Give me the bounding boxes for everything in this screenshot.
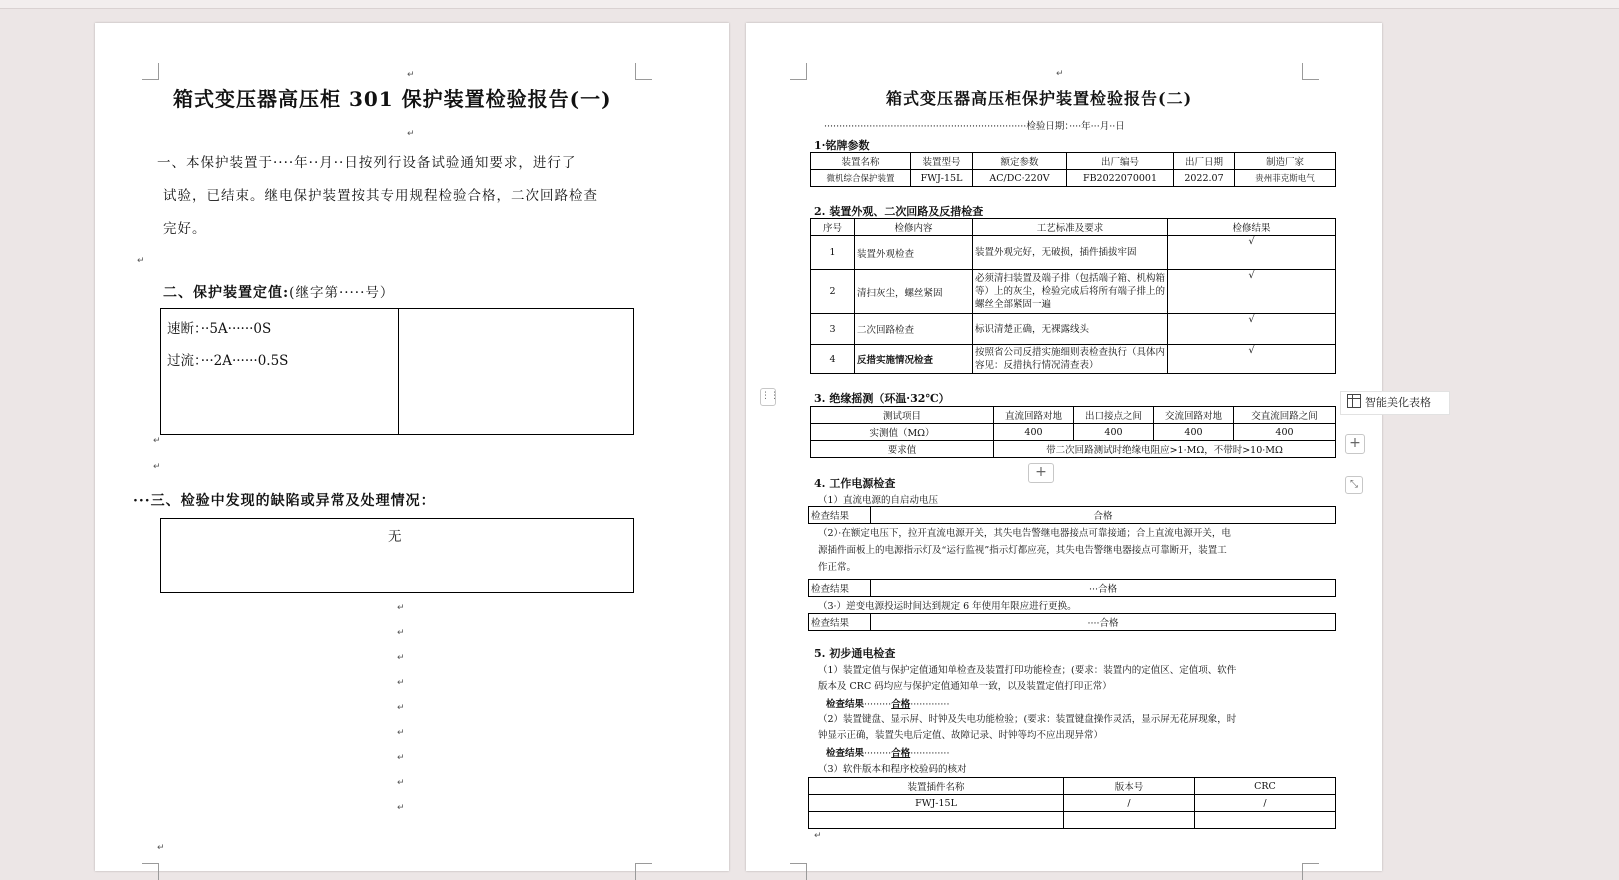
row-number: 2 xyxy=(811,270,855,314)
settings-divider xyxy=(398,309,399,434)
section-5-title: 5. 初步通电检查 xyxy=(814,647,896,660)
paragraph-mark: ↵ xyxy=(397,728,405,738)
software-table xyxy=(808,777,1336,829)
value-cell: 2022.07 xyxy=(1174,170,1235,187)
measured-value: 400 xyxy=(994,424,1074,441)
paragraph-mark: ↵ xyxy=(397,653,405,663)
requirement-text: 带二次回路测试时绝缘电阻应>1·MΩ，不带时>10·MΩ xyxy=(994,441,1336,458)
section-3-title: ···三、检验中发现的缺陷或异常及处理情况： xyxy=(133,493,436,509)
s4-result-3 xyxy=(808,613,1336,631)
row-item: 装置外观检查 xyxy=(855,236,973,270)
s5-item-1-line: （1）装置定值与保护定值通知单检查及装置打印功能检查；(要求：装置内的定值区、定值项、软件 xyxy=(818,665,1237,676)
paragraph-mark: ↵ xyxy=(153,436,161,446)
inspection-date: ···································································检验日期：····年···月··日 xyxy=(824,121,1125,132)
value-cell xyxy=(1195,812,1336,829)
row-standard: 装置外观完好，无破损，插件插拔牢固 xyxy=(973,236,1168,270)
s4-item-3: （3·）逆变电源投运时间达到规定 6 年使用年限应进行更换。 xyxy=(818,601,1077,612)
section-2-title: 2. 装置外观、二次回路及反措检查 xyxy=(814,205,984,218)
table-move-handle[interactable]: ⋮⋮ xyxy=(760,388,776,406)
row-standard: 必须清扫装置及端子排（包括端子箱、机构箱等）上的灰尘，检验完成后将所有端子排上的螺丝全部紧固一遍 xyxy=(973,270,1168,314)
header-cell: 制造厂家 xyxy=(1235,153,1336,170)
table-style-icon xyxy=(1347,394,1361,408)
paragraph-mark: ↵ xyxy=(157,843,165,853)
add-row-button[interactable]: + xyxy=(1028,463,1054,483)
value-cell xyxy=(809,812,1064,829)
crop-mark xyxy=(790,63,807,80)
header-cell: 出厂编号 xyxy=(1067,153,1174,170)
measured-label: 实测值（MΩ） xyxy=(811,424,994,441)
value-cell: 微机综合保护装置 xyxy=(811,170,911,187)
result-dots: ········· xyxy=(864,699,892,710)
requirement-label: 要求值 xyxy=(811,441,994,458)
ruler-strip xyxy=(0,0,1619,9)
page-title: 箱式变压器高压柜保护装置检验报告(二) xyxy=(886,89,1193,108)
header-cell: 检修结果 xyxy=(1168,219,1336,236)
row-result: √ xyxy=(1168,236,1336,270)
section-1-title: 1·铭牌参数 xyxy=(814,139,870,152)
paragraph-mark: ↵ xyxy=(397,603,405,613)
header-cell: 交直流回路之间 xyxy=(1234,407,1336,424)
header-cell: 出口接点之间 xyxy=(1074,407,1154,424)
nameplate-table xyxy=(810,152,1336,187)
header-cell: 交流回路对地 xyxy=(1154,407,1234,424)
result-label: 检查结果 xyxy=(826,699,865,710)
defect-text: 无 xyxy=(388,529,402,545)
s4-result-2 xyxy=(808,579,1336,597)
row-standard: 按照省公司反措实施细则表检查执行（具体内容见：反措执行情况清查表） xyxy=(973,345,1168,374)
insulation-table xyxy=(810,406,1336,458)
result-dots: ············· xyxy=(910,748,950,759)
s5-result-2 xyxy=(826,745,949,759)
section-3-title: 3. 绝缘摇测（环温·32℃） xyxy=(814,392,950,405)
result-value: 合格 xyxy=(891,748,911,759)
crop-mark xyxy=(142,863,159,880)
s5-item-1-line: 版本及 CRC 码均应与保护定值通知单一致，以及装置定值打印正常） xyxy=(818,681,1112,692)
page-title: 箱式变压器高压柜 301 保护装置检验报告(一) xyxy=(173,87,612,111)
s4-result-1 xyxy=(808,506,1336,524)
row-standard: 标识清楚正确，无裸露线头 xyxy=(973,314,1168,345)
row-item: 二次回路检查 xyxy=(855,314,973,345)
s5-item-2 xyxy=(818,712,1236,744)
header-cell: 工艺标准及要求 xyxy=(973,219,1168,236)
paragraph-mark: ↵ xyxy=(137,256,145,266)
result-dots: ············· xyxy=(910,699,950,710)
crop-mark xyxy=(635,63,652,80)
section-2-note: (继字第·····号） xyxy=(289,285,395,301)
crop-mark xyxy=(1302,863,1319,880)
header-cell: 装置名称 xyxy=(811,153,911,170)
header-cell: 装置型号 xyxy=(911,153,973,170)
row-result: √ xyxy=(1168,345,1336,374)
result-label: 检查结果 xyxy=(809,614,871,631)
s4-item-2 xyxy=(818,525,1231,576)
result-label: 检查结果 xyxy=(826,748,865,759)
header-cell: CRC xyxy=(1195,778,1336,795)
s4-item-2-line: 源插件面板上的电源指示灯及“运行监视”指示灯都应亮，其失电告警继电器接点可靠断开，装置工 xyxy=(818,545,1227,556)
s5-item-1 xyxy=(818,663,1236,695)
section-4-title: 4. 工作电源检查 xyxy=(814,477,896,490)
result-value: 合格 xyxy=(891,699,911,710)
measured-value: 400 xyxy=(1234,424,1336,441)
intro-line-2: 试验，已结束。继电保护装置按其专用规程检验合格，二次回路检查 xyxy=(163,188,598,204)
value-cell: 贵州菲克斯电气 xyxy=(1235,170,1336,187)
result-value: ····合格 xyxy=(871,614,1336,631)
value-cell: FB2022070001 xyxy=(1067,170,1174,187)
s4-item-2-line: 作正常。 xyxy=(818,562,857,573)
header-cell: 直流回路对地 xyxy=(994,407,1074,424)
inspection-table xyxy=(810,218,1336,374)
header-cell: 序号 xyxy=(811,219,855,236)
result-value: 合格 xyxy=(871,507,1336,524)
header-cell: 出厂日期 xyxy=(1174,153,1235,170)
value-cell: AC/DC·220V xyxy=(973,170,1067,187)
value-cell: / xyxy=(1064,795,1195,812)
paragraph-mark: ↵ xyxy=(407,129,415,139)
paragraph-mark: ↵ xyxy=(397,678,405,688)
section-2-heading xyxy=(163,281,394,302)
defect-box xyxy=(160,518,634,593)
value-cell xyxy=(1064,812,1195,829)
value-cell: FWJ-15L xyxy=(809,795,1064,812)
crop-mark xyxy=(142,63,159,80)
crop-mark xyxy=(635,863,652,880)
row-result: √ xyxy=(1168,314,1336,345)
smart-beautify-table-button[interactable] xyxy=(1340,391,1450,415)
result-value: ···合格 xyxy=(871,580,1336,597)
setting-overcurrent: 过流：···2A······0.5S xyxy=(167,353,289,369)
header-cell: 装置插件名称 xyxy=(809,778,1064,795)
result-dots: ········· xyxy=(864,748,892,759)
document-page-1 xyxy=(95,23,729,871)
header-cell: 检修内容 xyxy=(855,219,973,236)
row-result: √ xyxy=(1168,270,1336,314)
result-label: 检查结果 xyxy=(809,580,871,597)
section-2-title: 二、保护装置定值: xyxy=(163,285,290,301)
paragraph-mark: ↵ xyxy=(407,70,415,80)
table-resize-icon[interactable]: ⤡ xyxy=(1345,476,1363,494)
paragraph-mark: ↵ xyxy=(814,831,822,841)
paragraph-mark: ↵ xyxy=(397,628,405,638)
row-item: 清扫灰尘，螺丝紧固 xyxy=(855,270,973,314)
smart-beautify-label: 智能美化表格 xyxy=(1365,396,1431,409)
s5-item-2-line: 钟显示正确，装置失电后定值、故障记录、时钟等均不应出现异常） xyxy=(818,730,1104,741)
document-page-2 xyxy=(746,23,1382,871)
paragraph-mark: ↵ xyxy=(397,778,405,788)
add-column-button[interactable]: + xyxy=(1345,434,1365,454)
row-number: 3 xyxy=(811,314,855,345)
row-item: 反措实施情况检查 xyxy=(855,345,973,374)
s4-item-1: （1）直流电源的自启动电压 xyxy=(818,495,939,506)
s5-item-3: （3）软件版本和程序校验码的核对 xyxy=(818,764,967,775)
header-cell: 额定参数 xyxy=(973,153,1067,170)
paragraph-mark: ↵ xyxy=(397,753,405,763)
measured-value: 400 xyxy=(1154,424,1234,441)
intro-line-1: 一、本保护装置于····年··月··日按列行设备试验通知要求，进行了 xyxy=(157,155,577,171)
settings-box xyxy=(160,308,634,435)
s4-item-2-line: （2）·在额定电压下，拉开直流电源开关，其失电告警继电器接点可靠接通；合上直流电源开关，电 xyxy=(818,528,1231,539)
measured-value: 400 xyxy=(1074,424,1154,441)
intro-line-3: 完好。 xyxy=(163,221,207,237)
crop-mark xyxy=(790,863,807,880)
header-cell: 测试项目 xyxy=(811,407,994,424)
paragraph-mark: ↵ xyxy=(397,703,405,713)
s5-item-2-line: （2）装置键盘、显示屏、时钟及失电功能检验；(要求：装置键盘操作灵活，显示屏无花屏现象，时 xyxy=(818,714,1237,725)
value-cell: FWJ-15L xyxy=(911,170,973,187)
setting-instant: 速断：··5A······0S xyxy=(167,321,272,337)
paragraph-mark: ↵ xyxy=(1056,69,1064,79)
header-cell: 版本号 xyxy=(1064,778,1195,795)
row-number: 1 xyxy=(811,236,855,270)
value-cell: / xyxy=(1195,795,1336,812)
paragraph-mark: ↵ xyxy=(153,462,161,472)
result-label: 检查结果 xyxy=(809,507,871,524)
crop-mark xyxy=(1302,63,1319,80)
s5-result-1 xyxy=(826,696,949,710)
paragraph-mark: ↵ xyxy=(397,803,405,813)
row-number: 4 xyxy=(811,345,855,374)
